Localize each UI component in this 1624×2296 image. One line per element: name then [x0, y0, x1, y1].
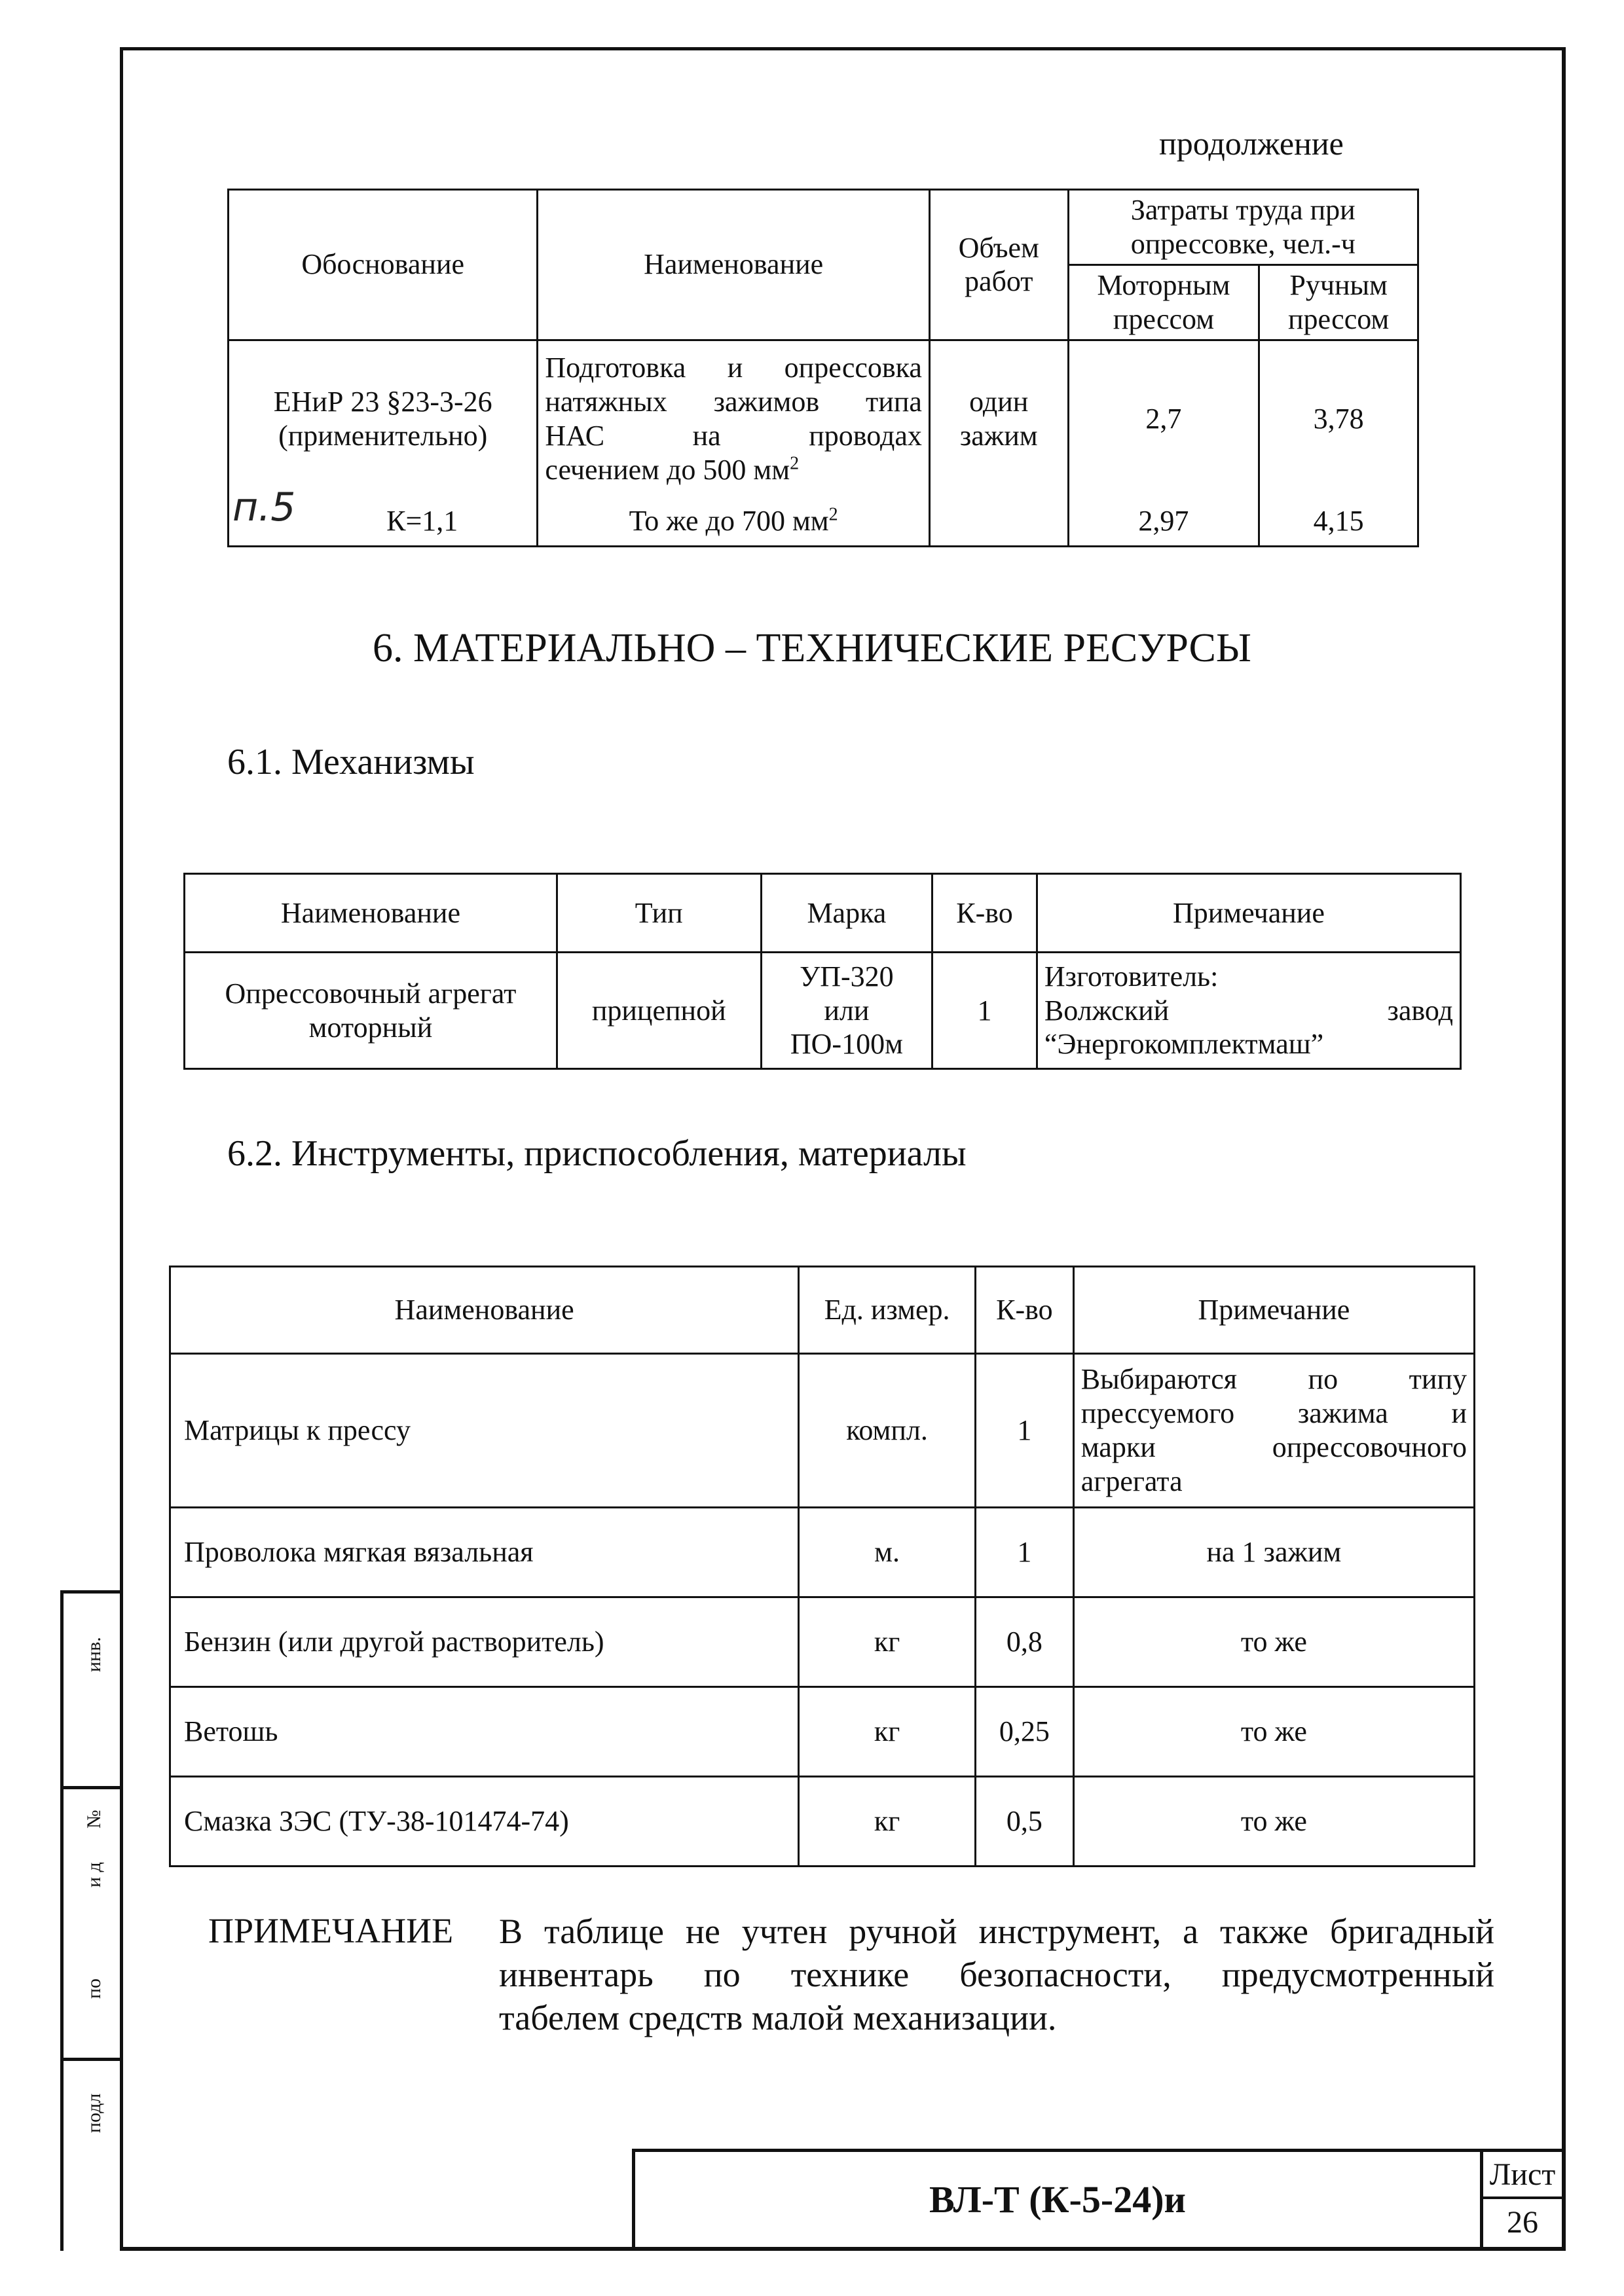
- tools-note: то же: [1073, 1687, 1474, 1777]
- header-manual-press: [1259, 264, 1418, 340]
- handwritten-reference: п.5: [232, 484, 296, 530]
- tools-header-note: Примечание: [1073, 1267, 1474, 1354]
- mech-header-note: Примечание: [1037, 874, 1460, 953]
- side-cell-sign: [64, 1789, 123, 2061]
- side-stamp-strip: [60, 1590, 123, 2251]
- tools-unit: м.: [799, 1508, 976, 1597]
- tools-note: на 1 зажим: [1073, 1508, 1474, 1597]
- superscript: 2: [790, 453, 800, 474]
- tools-qty: 0,25: [975, 1687, 1073, 1777]
- tools-qty: 1: [975, 1354, 1073, 1508]
- tools-header-name: Наименование: [170, 1267, 799, 1354]
- sheet-label: Лист: [1483, 2152, 1562, 2199]
- header-manual-line: Ручным: [1289, 268, 1388, 301]
- row2-basis-text: К=1,1: [386, 505, 458, 538]
- superscript: 2: [828, 504, 838, 525]
- row2-name: [538, 497, 930, 546]
- side-label-num: №: [83, 1810, 105, 1829]
- mech-name: [185, 953, 557, 1069]
- header-basis: Обоснование: [229, 190, 538, 340]
- mech-brand: [761, 953, 932, 1069]
- mech-header-type: Тип: [557, 874, 761, 953]
- note-line: табелем средств малой механизации.: [499, 1997, 1057, 2037]
- mech-brand-line: или: [824, 994, 870, 1027]
- side-label-sign: по: [83, 1978, 105, 1999]
- volume-line: зажим: [959, 420, 1038, 452]
- header-name: Наименование: [538, 190, 930, 340]
- header-labor: [1068, 190, 1418, 265]
- note-label: ПРИМЕЧАНИЕ: [208, 1911, 454, 1950]
- side-label-dubl: подл: [83, 2093, 105, 2133]
- tools-note: то же: [1073, 1597, 1474, 1687]
- table-row: [170, 1354, 1475, 1508]
- name-line-text: сечением до 500 мм: [545, 453, 790, 486]
- row2-volume: [929, 497, 1068, 546]
- name-line: НАС на проводах: [545, 420, 922, 452]
- tools-note-line: прессуемого зажима и: [1080, 1397, 1467, 1430]
- mech-brand-line: ПО-100м: [790, 1028, 903, 1061]
- row1-name: [538, 340, 930, 497]
- mech-note-line: Изготовитель:: [1044, 960, 1219, 993]
- sheet-number: 26: [1507, 2205, 1538, 2240]
- subsection-mechanisms: 6.1. Механизмы: [227, 742, 475, 782]
- header-motor-line: прессом: [1113, 302, 1215, 335]
- tools-note: [1073, 1354, 1474, 1508]
- side-cell-inv: [64, 1594, 123, 1789]
- tools-qty: 1: [975, 1508, 1073, 1597]
- mech-type: прицепной: [557, 953, 761, 1069]
- volume-line: один: [969, 386, 1029, 418]
- note-line: В таблице не учтен ручной инструмент, а также бригадный: [499, 1912, 1494, 1951]
- tools-name: Проволока мягкая вязальная: [170, 1508, 799, 1597]
- name-line: Подготовка и опрессовка: [545, 352, 922, 384]
- row1-basis: [229, 340, 538, 497]
- mech-header-name: Наименование: [185, 874, 557, 953]
- mech-name-line: моторный: [308, 1011, 433, 1044]
- header-volume-line: работ: [964, 265, 1033, 298]
- tools-note-line: Выбираются по типу: [1080, 1363, 1467, 1396]
- row2-motor: 2,97: [1068, 497, 1259, 546]
- tools-note-line: агрегата: [1080, 1465, 1183, 1497]
- note-text: [499, 1910, 1494, 2040]
- header-labor-line: опрессовке, чел.-ч: [1130, 227, 1356, 260]
- basis-line: (применительно): [278, 420, 488, 452]
- title-block: [632, 2149, 1562, 2247]
- tools-name: Смазка ЗЭС (ТУ-38-101474-74): [170, 1777, 799, 1867]
- mech-name-line: Опрессовочный агрегат: [225, 977, 517, 1010]
- row1-volume: [929, 340, 1068, 497]
- tools-note-line: марки опрессовочного: [1080, 1431, 1467, 1463]
- row2-manual: 4,15: [1259, 497, 1418, 546]
- side-cell-dubl: [64, 2061, 123, 2251]
- table-row: [170, 1597, 1475, 1687]
- table-row: [170, 1777, 1475, 1867]
- tools-unit: кг: [799, 1597, 976, 1687]
- subsection-tools: 6.2. Инструменты, приспособления, материалы: [227, 1133, 967, 1174]
- mechanisms-table: [183, 873, 1462, 1070]
- mech-note: [1037, 953, 1460, 1069]
- tools-name: Ветошь: [170, 1687, 799, 1777]
- mech-header-qty: К-во: [932, 874, 1037, 953]
- header-manual-line: прессом: [1288, 302, 1390, 335]
- tools-unit: компл.: [799, 1354, 976, 1508]
- name-line: [545, 453, 922, 487]
- header-motor-press: [1068, 264, 1259, 340]
- tools-unit: кг: [799, 1687, 976, 1777]
- document-code: ВЛ-Т (К-5-24)и: [929, 2178, 1186, 2221]
- labor-costs-table: [227, 189, 1419, 547]
- header-labor-line: Затраты труда при: [1130, 194, 1356, 226]
- row2-name-text: То же до 700 мм: [629, 505, 829, 538]
- basis-line: ЕНиР 23 §23-3-26: [273, 386, 492, 418]
- side-label-sign-date: и д: [83, 1862, 105, 1887]
- header-volume: [929, 190, 1068, 340]
- row1-manual: 3,78: [1259, 340, 1418, 497]
- table-row: [170, 1687, 1475, 1777]
- header-motor-line: Моторным: [1097, 268, 1230, 301]
- table-row: [170, 1508, 1475, 1597]
- tools-header-unit: Ед. измер.: [799, 1267, 976, 1354]
- tools-qty: 0,8: [975, 1597, 1073, 1687]
- mech-note-line: “Энергокомплектмаш”: [1044, 1028, 1324, 1061]
- tools-unit: кг: [799, 1777, 976, 1867]
- row1-motor: 2,7: [1068, 340, 1259, 497]
- continuation-label: продолжение: [1159, 125, 1344, 162]
- tools-name: Бензин (или другой растворитель): [170, 1597, 799, 1687]
- tools-header-qty: К-во: [975, 1267, 1073, 1354]
- mech-brand-line: УП-320: [800, 960, 894, 993]
- side-label-inv: инв.: [83, 1637, 105, 1672]
- tools-table: [169, 1266, 1475, 1867]
- header-volume-line: Объем: [958, 231, 1039, 264]
- tools-name: Матрицы к прессу: [170, 1354, 799, 1508]
- section-heading: 6. МАТЕРИАЛЬНО – ТЕХНИЧЕСКИЕ РЕСУРСЫ: [373, 626, 1251, 670]
- tools-qty: 0,5: [975, 1777, 1073, 1867]
- mech-note-line: Волжский завод: [1044, 994, 1453, 1027]
- note-line: инвентарь по технике безопасности, предусмотренный: [499, 1954, 1494, 1994]
- sheet-box: [1480, 2152, 1562, 2247]
- mech-qty: 1: [932, 953, 1037, 1069]
- tools-note: то же: [1073, 1777, 1474, 1867]
- mech-header-brand: Марка: [761, 874, 932, 953]
- name-line: натяжных зажимов типа: [545, 386, 922, 418]
